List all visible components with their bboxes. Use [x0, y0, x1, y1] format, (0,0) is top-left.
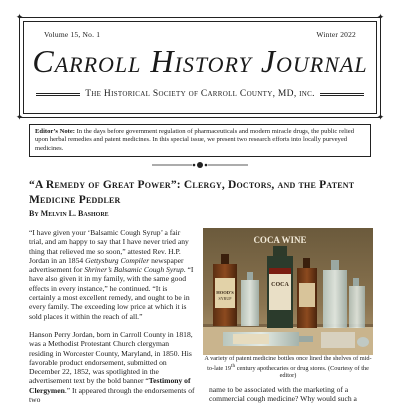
article-column-right: name to be associated with the marketing of a commercial cough medicine? Why would such a: [209, 385, 357, 404]
article-byline: By Melvin L. Bashore: [29, 209, 109, 218]
clear-bottle-middle: [241, 272, 259, 326]
editors-note-text: In the days before government regulation of pharmaceuticals and modern miracle drugs, the public relied upon herbal remedies and patent medicines. In this special issue, we present two research efforts into locally purveyed medicines.: [35, 128, 355, 152]
corner-ornament-icon: ✦: [15, 112, 24, 122]
medicine-bottles-photo: [203, 228, 373, 355]
society-rule-right: [320, 93, 364, 96]
para2-text-b: .” It appeared through the endorsements of two: [29, 385, 195, 404]
corner-ornament-icon: ✦: [376, 112, 385, 122]
issue-number: Volume 15, No. 1: [44, 30, 101, 39]
product-name: Shriner’s Balsamic Cough Syrup: [84, 265, 184, 275]
society-name: The Historical Society of Carroll County, MD, inc.: [85, 89, 315, 99]
para2-text-a: Hanson Perry Jordan, born in Carroll County in 1818, was a Methodist Protestant Church clergyman residing in Worcester County, Maryland, in 1850. His favorable product endorsement, submitted on December 22, 1852, was spotlighted in the advertisement text by the bold banner “: [29, 329, 193, 386]
article-column-left: [29, 228, 195, 404]
issue-season: Winter 2022: [316, 30, 356, 39]
photo-caption: [203, 355, 373, 380]
bottle-label-syrup: SYRUP: [218, 296, 232, 301]
bottle-label-hoods: HOOD'S: [216, 290, 234, 295]
section-flourish-icon: [150, 160, 250, 170]
para1-text-c: . “I have also given it in my family, with the same good effects in every instance,” he continued. “It is certainly a most excellent remedy, and ought to be in every family. The exceeding low price at which it is sold places it within the reach of all.”: [29, 265, 194, 321]
bottle-label-coca-wine: COCA WINE: [253, 235, 307, 245]
article-title: “A Remedy of Great Power”: Clergy, Doctors, and the Patent Medicine Peddler: [29, 179, 355, 206]
article-paragraph-1: [29, 228, 195, 321]
editors-note: [29, 124, 371, 157]
society-rule-left: [36, 93, 80, 96]
issue-row: [44, 30, 356, 39]
article-paragraph-2: [29, 330, 195, 404]
masthead: [15, 12, 385, 122]
amber-bottle-tall-right: [297, 258, 317, 328]
newspaper-title: Gettysburg Compiler: [85, 255, 150, 265]
para1-text-b: newspaper advertisement for: [29, 255, 184, 275]
corner-ornament-icon: ✦: [15, 12, 24, 22]
caption-superscript: th: [231, 362, 236, 369]
caption-text-b: century apothecaries or drug stores. (Courtesy of the editor): [235, 364, 369, 380]
para1-text-a: “I have given your ‘Balsamic Cough Syrup’ a fair trial, and am happy to say that I have never tried any thing that relieved me so soon,” attested Rev. H.P. Jordan in an 1854: [29, 228, 189, 265]
editors-note-label: Editor’s Note:: [35, 128, 75, 135]
caption-text-a: A variety of patent medicine bottles once lined the shelves of mid-to-late 19: [204, 355, 372, 372]
society-row: [36, 87, 364, 101]
testimony-banner: Testimony of Clergymen: [29, 376, 191, 395]
bottle-label-coca: COCA: [271, 282, 289, 288]
journal-title: Carroll History Journal: [32, 43, 368, 79]
corner-ornament-icon: ✦: [376, 12, 385, 22]
